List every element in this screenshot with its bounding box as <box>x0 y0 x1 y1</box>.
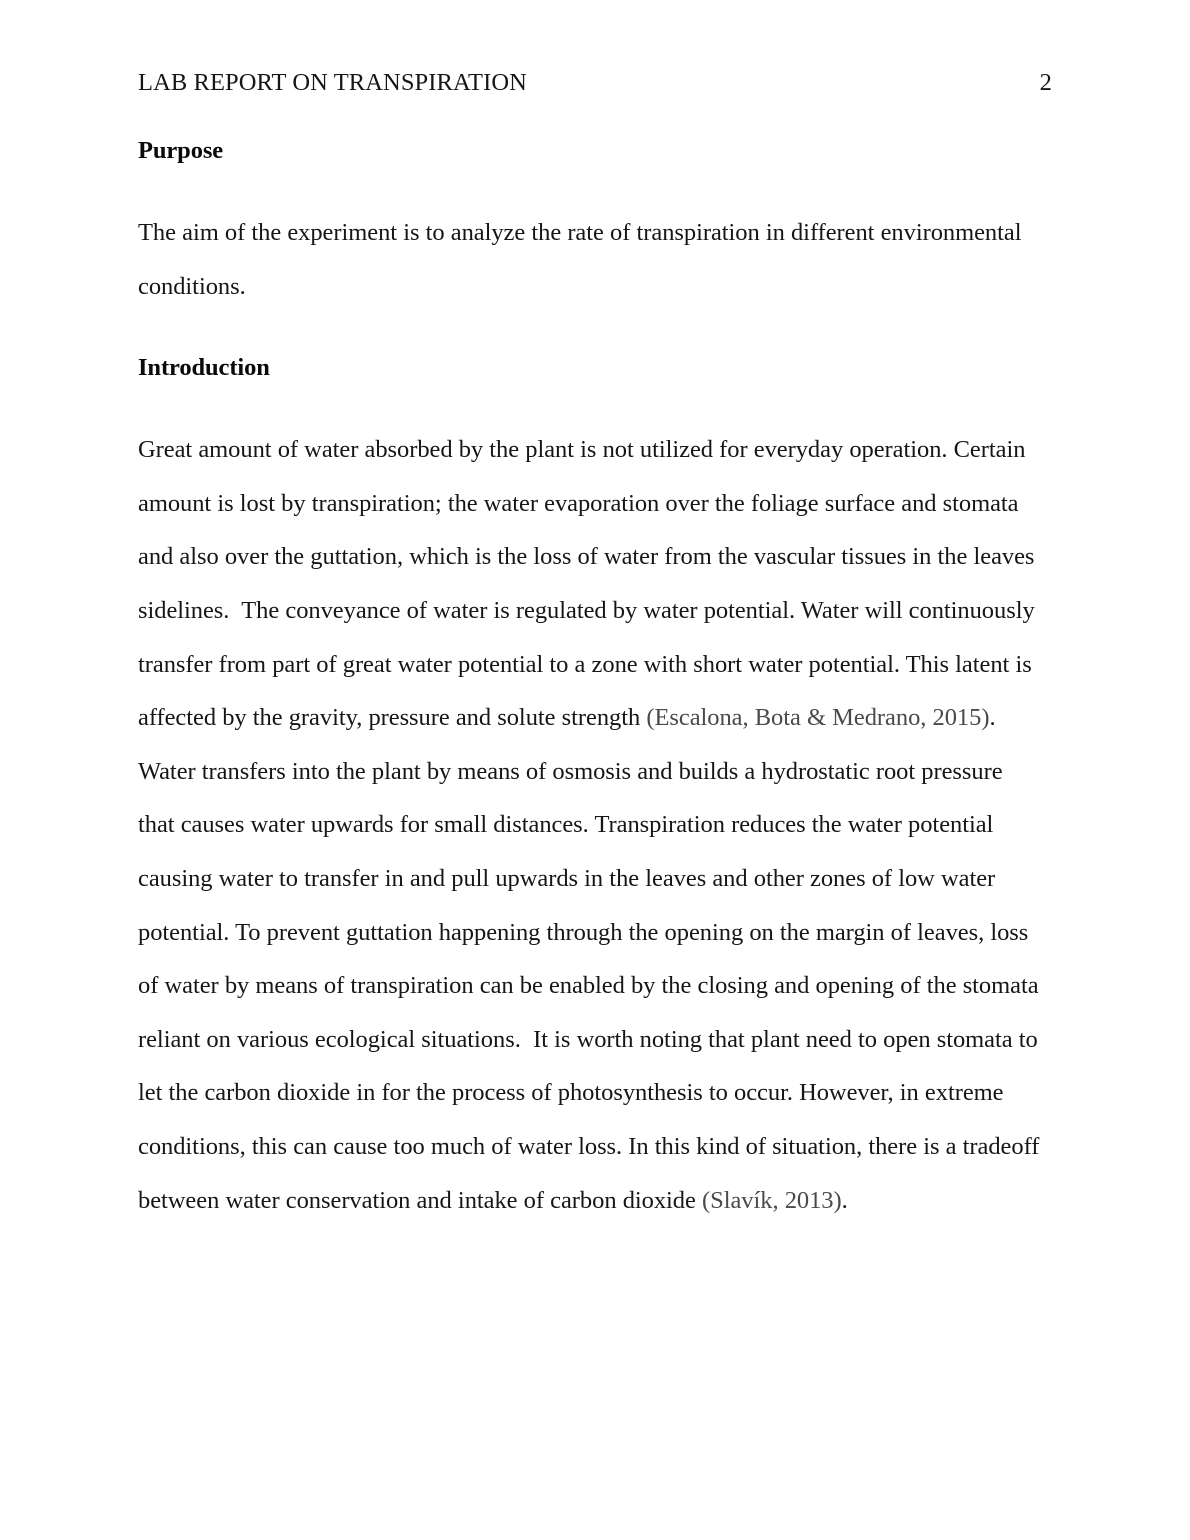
introduction-text-part-1: Great amount of water absorbed by the plant is not utilized for everyday operation. Certain amount is lost by transpiration; the water evaporation over the foliage surface and stomata and also over the guttation, which is the loss of water from the vascular tissues in the leaves sidelines. The conveyance of water is regulated by water potential. Water will continuously transfer from part of great water potential to a zone with short water potential. This latent is affected by the gravity, pressure and solute strength <box>138 436 1041 732</box>
spacer <box>138 166 1044 206</box>
spacer <box>138 383 1044 423</box>
running-header <box>138 68 1054 98</box>
citation-escalona-bota-medrano: (Escalona, Bota & Medrano, 2015) <box>646 704 990 732</box>
running-header-title: LAB REPORT ON TRANSPIRATION <box>138 69 527 96</box>
introduction-text-part-2: . Water transfers into the plant by means of osmosis and builds a hydrostatic root pressure that causes water upwards for small distances. Transpiration reduces the water potential causing water to transfer in and pull upwards in the leaves and other zones of low water potential. To prevent guttation happening through the opening on the margin of leaves, loss of water by means of transpiration can be enabled by the closing and opening of the stomata reliant on various ecological situations. It is worth noting that plant need to open stomata to let the carbon dioxide in for the process of photosynthesis to occur. However, in extreme conditions, this can cause too much of water loss. In this kind of situation, there is a tradeoff between water conservation and intake of carbon dioxide <box>138 704 1046 1214</box>
paragraph-introduction <box>138 423 1044 1227</box>
citation-slavik: (Slavík, 2013) <box>702 1186 842 1214</box>
paragraph-purpose: The aim of the experiment is to analyze the rate of transpiration in different environmental conditions. <box>138 219 1028 300</box>
page-number: 2 <box>1039 69 1052 96</box>
section-heading-introduction: Introduction <box>138 354 270 382</box>
spacer <box>138 313 1044 353</box>
section-heading-purpose: Purpose <box>138 137 224 164</box>
introduction-text-part-3: . <box>841 1186 848 1214</box>
document-body <box>138 136 1044 1227</box>
